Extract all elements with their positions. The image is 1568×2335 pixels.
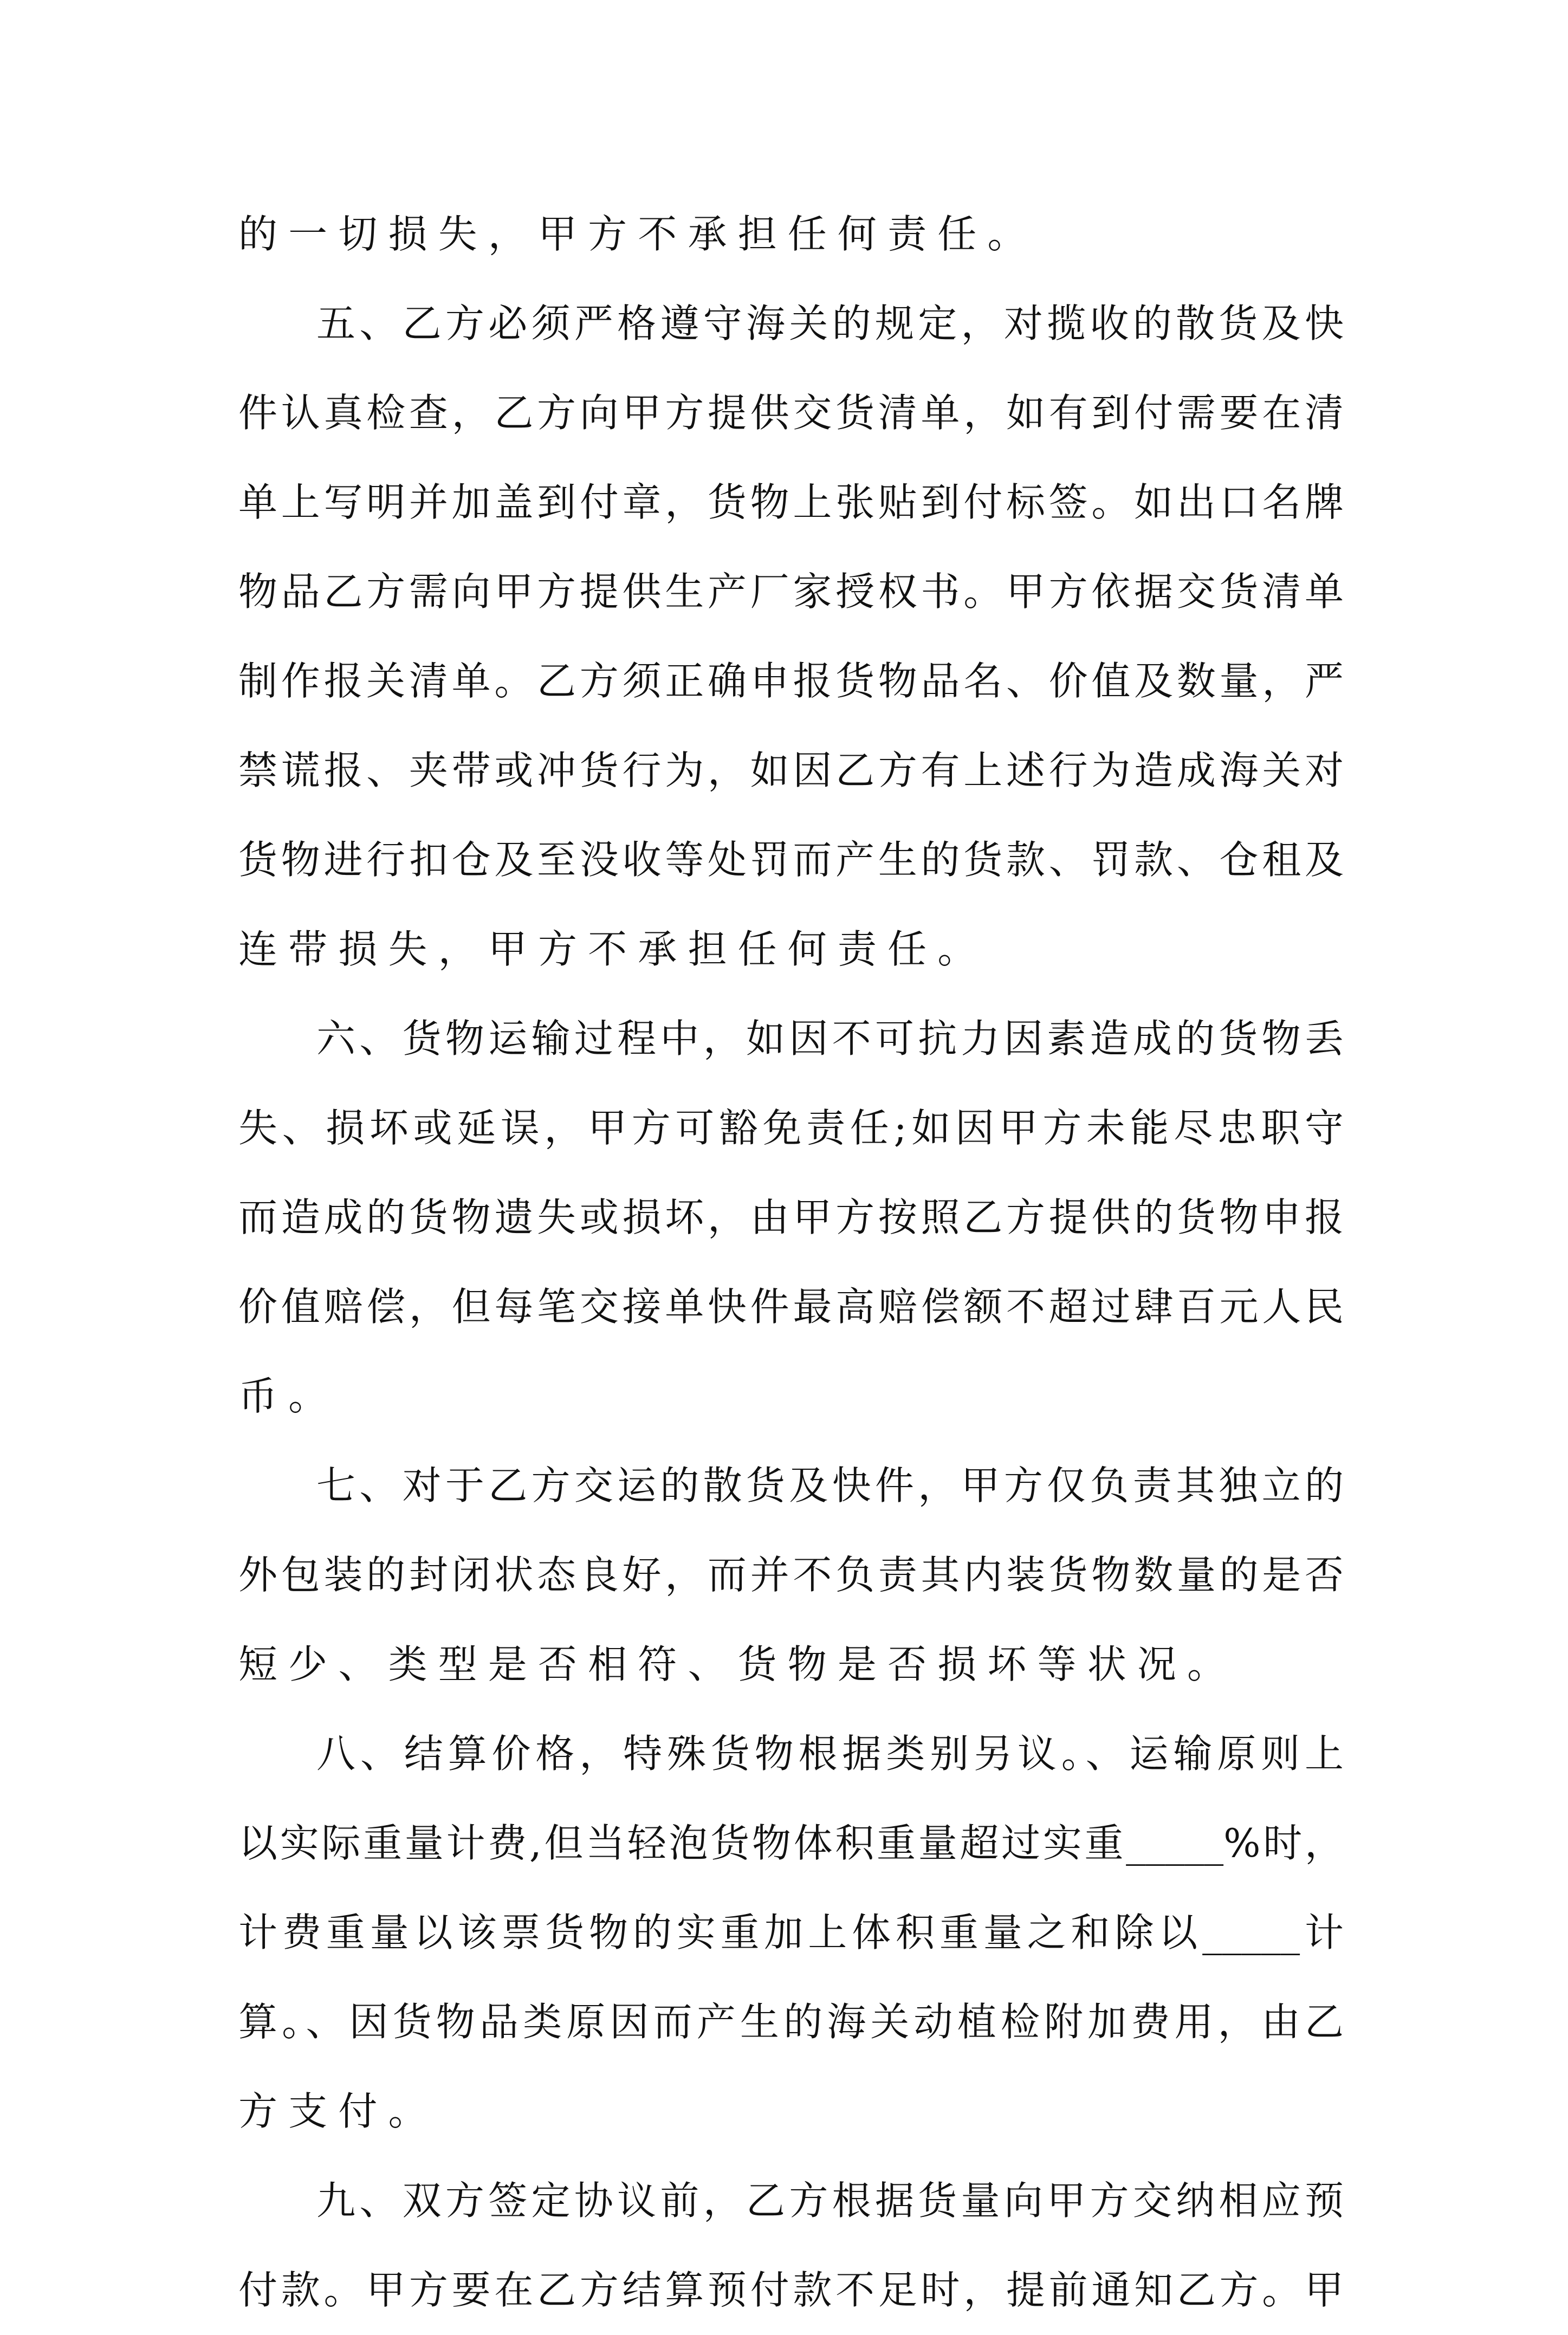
paragraph-first-line: 六、货物运输过程中，如因不可抗力因素造成的货物丢: [316, 1016, 1344, 1061]
text-line: 以实际重量计费,但当轻泡货物体积重量超过实重_____%时，: [238, 1820, 1344, 1866]
text-line: 外包装的封闭状态良好，而并不负责其内装货物数量的是否: [238, 1552, 1344, 1598]
paragraph-first-line: 九、双方签定协议前，乙方根据货量向甲方交纳相应预: [316, 2178, 1344, 2223]
text-line: 价值赔偿，但每笔交接单快件最高赔偿额不超过肆百元人民: [238, 1284, 1344, 1329]
paragraph-first-line: 五、乙方必须严格遵守海关的规定，对揽收的散货及快: [316, 301, 1344, 346]
text-line: 币。: [238, 1373, 339, 1419]
text-line: 的一切损失，甲方不承担任何责任。: [238, 211, 1038, 257]
text-line: 短少、类型是否相符、货物是否损坏等状况。: [238, 1642, 1237, 1687]
text-line: 禁谎报、夹带或冲货行为，如因乙方有上述行为造成海关对: [238, 748, 1344, 793]
text-line: 物品乙方需向甲方提供生产厂家授权书。甲方依据交货清单: [238, 569, 1344, 614]
text-line: 连带损失，甲方不承担任何责任。: [238, 926, 988, 972]
text-line: 方支付。: [238, 2088, 438, 2134]
text-line: 失、损坏或延误，甲方可豁免责任;如因甲方未能尽忠职守: [238, 1105, 1344, 1151]
text-line: 计费重量以该票货物的实重加上体积重量之和除以_____计: [238, 1910, 1344, 1955]
paragraph-first-line: 七、对于乙方交运的散货及快件，甲方仅负责其独立的: [316, 1463, 1344, 1508]
text-line: 而造成的货物遗失或损坏，由甲方按照乙方提供的货物申报: [238, 1195, 1344, 1240]
text-line: 单上写明并加盖到付章，货物上张贴到付标签。如出口名牌: [238, 479, 1344, 525]
text-line: 制作报关清单。乙方须正确申报货物品名、价值及数量，严: [238, 658, 1344, 704]
document-body: [238, 190, 1344, 2335]
paragraph-first-line: 八、结算价格，特殊货物根据类别另议。、运输原则上: [316, 1731, 1344, 1776]
text-line: 件认真检查，乙方向甲方提供交货清单，如有到付需要在清: [238, 390, 1344, 436]
text-line: 付款。甲方要在乙方结算预付款不足时，提前通知乙方。甲: [238, 2267, 1344, 2313]
text-line: 货物进行扣仓及至没收等处罚而产生的货款、罚款、仓租及: [238, 837, 1344, 883]
text-line: 算。、因货物品类原因而产生的海关动植检附加费用，由乙: [238, 1999, 1344, 2045]
